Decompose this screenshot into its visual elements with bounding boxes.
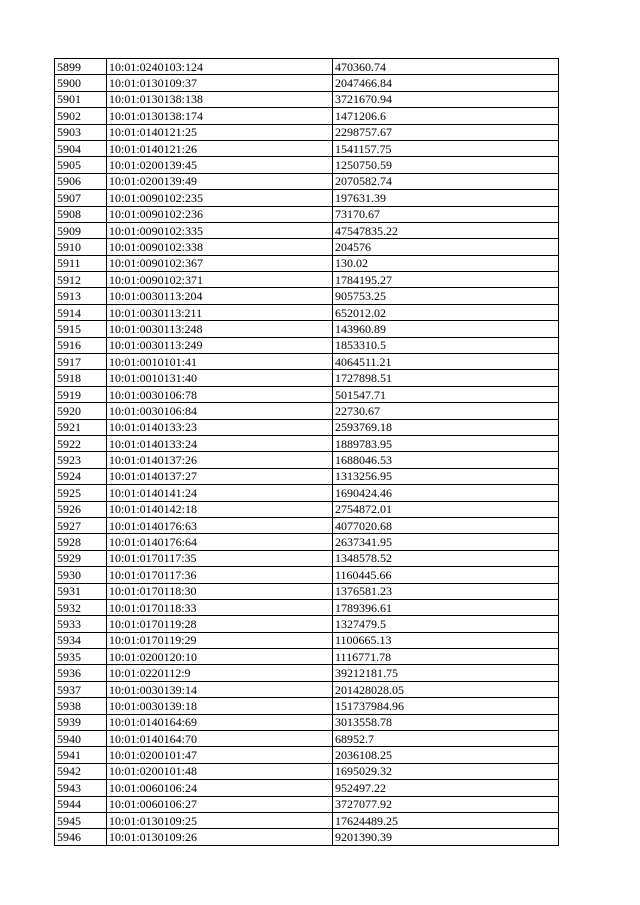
amount-cell: 39212181.75 — [333, 665, 559, 681]
cadastral-number-cell: 10:01:0090102:338 — [107, 239, 333, 255]
amount-cell: 2298757.67 — [333, 124, 559, 140]
cadastral-number-cell: 10:01:0030106:78 — [107, 386, 333, 402]
amount-cell: 1471206.6 — [333, 108, 559, 124]
table-row — [55, 222, 559, 238]
row-number-cell: 5912 — [55, 272, 107, 288]
cadastral-number-cell: 10:01:0140164:70 — [107, 731, 333, 747]
row-number-cell: 5904 — [55, 140, 107, 156]
table-row — [55, 599, 559, 615]
table-row — [55, 763, 559, 779]
table-row — [55, 239, 559, 255]
cadastral-number-cell: 10:01:0030113:249 — [107, 337, 333, 353]
row-number-cell: 5917 — [55, 354, 107, 370]
row-number-cell: 5914 — [55, 304, 107, 320]
table-row — [55, 190, 559, 206]
amount-cell: 2637341.95 — [333, 534, 559, 550]
amount-cell: 1376581.23 — [333, 583, 559, 599]
row-number-cell: 5946 — [55, 829, 107, 845]
table-row — [55, 567, 559, 583]
table-row — [55, 829, 559, 845]
table-row — [55, 747, 559, 763]
cadastral-number-cell: 10:01:0240103:124 — [107, 59, 333, 75]
amount-cell: 1889783.95 — [333, 435, 559, 451]
amount-cell: 1695029.32 — [333, 763, 559, 779]
table-row — [55, 75, 559, 91]
table-row — [55, 714, 559, 730]
cadastral-number-cell: 10:01:0090102:371 — [107, 272, 333, 288]
row-number-cell: 5916 — [55, 337, 107, 353]
table-row — [55, 812, 559, 828]
cadastral-number-cell: 10:01:0170118:33 — [107, 599, 333, 615]
cadastral-number-cell: 10:01:0140137:26 — [107, 452, 333, 468]
row-number-cell: 5936 — [55, 665, 107, 681]
cadastral-number-cell: 10:01:0130109:37 — [107, 75, 333, 91]
row-number-cell: 5915 — [55, 321, 107, 337]
table-row — [55, 321, 559, 337]
table-row — [55, 665, 559, 681]
cadastral-value-table — [54, 58, 559, 846]
cadastral-number-cell: 10:01:0200101:48 — [107, 763, 333, 779]
amount-cell: 3727077.92 — [333, 796, 559, 812]
amount-cell: 1348578.52 — [333, 550, 559, 566]
table-row — [55, 337, 559, 353]
row-number-cell: 5902 — [55, 108, 107, 124]
row-number-cell: 5931 — [55, 583, 107, 599]
table-row — [55, 501, 559, 517]
cadastral-number-cell: 10:01:0140137:27 — [107, 468, 333, 484]
cadastral-number-cell: 10:01:0140133:23 — [107, 419, 333, 435]
row-number-cell: 5941 — [55, 747, 107, 763]
table-row — [55, 157, 559, 173]
cadastral-number-cell: 10:01:0030139:14 — [107, 681, 333, 697]
cadastral-number-cell: 10:01:0130109:25 — [107, 812, 333, 828]
row-number-cell: 5899 — [55, 59, 107, 75]
amount-cell: 1789396.61 — [333, 599, 559, 615]
table-row — [55, 452, 559, 468]
cadastral-number-cell: 10:01:0140176:63 — [107, 517, 333, 533]
table-row — [55, 288, 559, 304]
amount-cell: 1116771.78 — [333, 649, 559, 665]
cadastral-number-cell: 10:01:0170118:30 — [107, 583, 333, 599]
row-number-cell: 5907 — [55, 190, 107, 206]
cadastral-number-cell: 10:01:0130138:174 — [107, 108, 333, 124]
row-number-cell: 5943 — [55, 780, 107, 796]
row-number-cell: 5921 — [55, 419, 107, 435]
table-row — [55, 550, 559, 566]
amount-cell: 1690424.46 — [333, 485, 559, 501]
cadastral-number-cell: 10:01:0030113:211 — [107, 304, 333, 320]
row-number-cell: 5923 — [55, 452, 107, 468]
table-row — [55, 124, 559, 140]
cadastral-number-cell: 10:01:0140121:26 — [107, 140, 333, 156]
cadastral-number-cell: 10:01:0090102:367 — [107, 255, 333, 271]
cadastral-number-cell: 10:01:0030113:204 — [107, 288, 333, 304]
cadastral-number-cell: 10:01:0200139:49 — [107, 173, 333, 189]
cadastral-number-cell: 10:01:0220112:9 — [107, 665, 333, 681]
table-row — [55, 681, 559, 697]
amount-cell: 952497.22 — [333, 780, 559, 796]
row-number-cell: 5930 — [55, 567, 107, 583]
amount-cell: 22730.67 — [333, 403, 559, 419]
amount-cell: 1688046.53 — [333, 452, 559, 468]
table-row — [55, 304, 559, 320]
amount-cell: 2036108.25 — [333, 747, 559, 763]
table-row — [55, 354, 559, 370]
cadastral-number-cell: 10:01:0060106:24 — [107, 780, 333, 796]
amount-cell: 47547835.22 — [333, 222, 559, 238]
amount-cell: 1160445.66 — [333, 567, 559, 583]
row-number-cell: 5922 — [55, 435, 107, 451]
amount-cell: 1100665.13 — [333, 632, 559, 648]
row-number-cell: 5905 — [55, 157, 107, 173]
amount-cell: 652012.02 — [333, 304, 559, 320]
amount-cell: 17624489.25 — [333, 812, 559, 828]
cadastral-number-cell: 10:01:0140176:64 — [107, 534, 333, 550]
amount-cell: 4077020.68 — [333, 517, 559, 533]
amount-cell: 143960.89 — [333, 321, 559, 337]
table-row — [55, 272, 559, 288]
row-number-cell: 5933 — [55, 616, 107, 632]
row-number-cell: 5944 — [55, 796, 107, 812]
amount-cell: 1727898.51 — [333, 370, 559, 386]
table-row — [55, 632, 559, 648]
amount-cell: 1327479.5 — [333, 616, 559, 632]
amount-cell: 2593769.18 — [333, 419, 559, 435]
cadastral-number-cell: 10:01:0090102:335 — [107, 222, 333, 238]
table-row — [55, 796, 559, 812]
amount-cell: 130.02 — [333, 255, 559, 271]
cadastral-number-cell: 10:01:0140164:69 — [107, 714, 333, 730]
row-number-cell: 5903 — [55, 124, 107, 140]
row-number-cell: 5901 — [55, 91, 107, 107]
table-row — [55, 616, 559, 632]
row-number-cell: 5945 — [55, 812, 107, 828]
cadastral-number-cell: 10:01:0200120:10 — [107, 649, 333, 665]
amount-cell: 151737984.96 — [333, 698, 559, 714]
amount-cell: 1784195.27 — [333, 272, 559, 288]
table-row — [55, 485, 559, 501]
amount-cell: 2047466.84 — [333, 75, 559, 91]
cadastral-number-cell: 10:01:0030139:18 — [107, 698, 333, 714]
row-number-cell: 5932 — [55, 599, 107, 615]
table-row — [55, 140, 559, 156]
amount-cell: 501547.71 — [333, 386, 559, 402]
table-row — [55, 780, 559, 796]
cadastral-number-cell: 10:01:0200101:47 — [107, 747, 333, 763]
table-row — [55, 534, 559, 550]
amount-cell: 73170.67 — [333, 206, 559, 222]
row-number-cell: 5938 — [55, 698, 107, 714]
row-number-cell: 5939 — [55, 714, 107, 730]
row-number-cell: 5920 — [55, 403, 107, 419]
cadastral-number-cell: 10:01:0090102:236 — [107, 206, 333, 222]
cadastral-number-cell: 10:01:0170117:36 — [107, 567, 333, 583]
row-number-cell: 5911 — [55, 255, 107, 271]
table-row — [55, 419, 559, 435]
table-row — [55, 91, 559, 107]
table-row — [55, 206, 559, 222]
row-number-cell: 5909 — [55, 222, 107, 238]
cadastral-number-cell: 10:01:0130138:138 — [107, 91, 333, 107]
cadastral-number-cell: 10:01:0130109:26 — [107, 829, 333, 845]
cadastral-number-cell: 10:01:0060106:27 — [107, 796, 333, 812]
amount-cell: 204576 — [333, 239, 559, 255]
row-number-cell: 5937 — [55, 681, 107, 697]
cadastral-number-cell: 10:01:0010101:41 — [107, 354, 333, 370]
row-number-cell: 5940 — [55, 731, 107, 747]
table-row — [55, 583, 559, 599]
amount-cell: 470360.74 — [333, 59, 559, 75]
row-number-cell: 5924 — [55, 468, 107, 484]
cadastral-number-cell: 10:01:0090102:235 — [107, 190, 333, 206]
table-row — [55, 731, 559, 747]
cadastral-number-cell: 10:01:0140142:18 — [107, 501, 333, 517]
cadastral-number-cell: 10:01:0170119:28 — [107, 616, 333, 632]
cadastral-number-cell: 10:01:0170119:29 — [107, 632, 333, 648]
row-number-cell: 5913 — [55, 288, 107, 304]
row-number-cell: 5927 — [55, 517, 107, 533]
amount-cell: 4064511.21 — [333, 354, 559, 370]
row-number-cell: 5942 — [55, 763, 107, 779]
amount-cell: 2754872.01 — [333, 501, 559, 517]
amount-cell: 197631.39 — [333, 190, 559, 206]
amount-cell: 68952.7 — [333, 731, 559, 747]
cadastral-number-cell: 10:01:0010131:40 — [107, 370, 333, 386]
table-row — [55, 403, 559, 419]
cadastral-number-cell: 10:01:0030113:248 — [107, 321, 333, 337]
row-number-cell: 5935 — [55, 649, 107, 665]
amount-cell: 3721670.94 — [333, 91, 559, 107]
amount-cell: 3013558.78 — [333, 714, 559, 730]
table-row — [55, 649, 559, 665]
amount-cell: 9201390.39 — [333, 829, 559, 845]
row-number-cell: 5900 — [55, 75, 107, 91]
row-number-cell: 5910 — [55, 239, 107, 255]
table-row — [55, 108, 559, 124]
amount-cell: 1250750.59 — [333, 157, 559, 173]
amount-cell: 905753.25 — [333, 288, 559, 304]
table-row — [55, 59, 559, 75]
row-number-cell: 5918 — [55, 370, 107, 386]
amount-cell: 1313256.95 — [333, 468, 559, 484]
cadastral-number-cell: 10:01:0140141:24 — [107, 485, 333, 501]
cadastral-number-cell: 10:01:0170117:35 — [107, 550, 333, 566]
amount-cell: 1853310.5 — [333, 337, 559, 353]
table-row — [55, 698, 559, 714]
row-number-cell: 5925 — [55, 485, 107, 501]
cadastral-number-cell: 10:01:0200139:45 — [107, 157, 333, 173]
cadastral-number-cell: 10:01:0140121:25 — [107, 124, 333, 140]
row-number-cell: 5906 — [55, 173, 107, 189]
amount-cell: 201428028.05 — [333, 681, 559, 697]
row-number-cell: 5908 — [55, 206, 107, 222]
table-body — [55, 59, 559, 846]
table-row — [55, 370, 559, 386]
table-row — [55, 255, 559, 271]
row-number-cell: 5934 — [55, 632, 107, 648]
table-row — [55, 517, 559, 533]
amount-cell: 1541157.75 — [333, 140, 559, 156]
amount-cell: 2070582.74 — [333, 173, 559, 189]
table-row — [55, 435, 559, 451]
row-number-cell: 5928 — [55, 534, 107, 550]
table-row — [55, 386, 559, 402]
cadastral-number-cell: 10:01:0140133:24 — [107, 435, 333, 451]
row-number-cell: 5919 — [55, 386, 107, 402]
row-number-cell: 5926 — [55, 501, 107, 517]
table-row — [55, 468, 559, 484]
table-row — [55, 173, 559, 189]
cadastral-number-cell: 10:01:0030106:84 — [107, 403, 333, 419]
row-number-cell: 5929 — [55, 550, 107, 566]
